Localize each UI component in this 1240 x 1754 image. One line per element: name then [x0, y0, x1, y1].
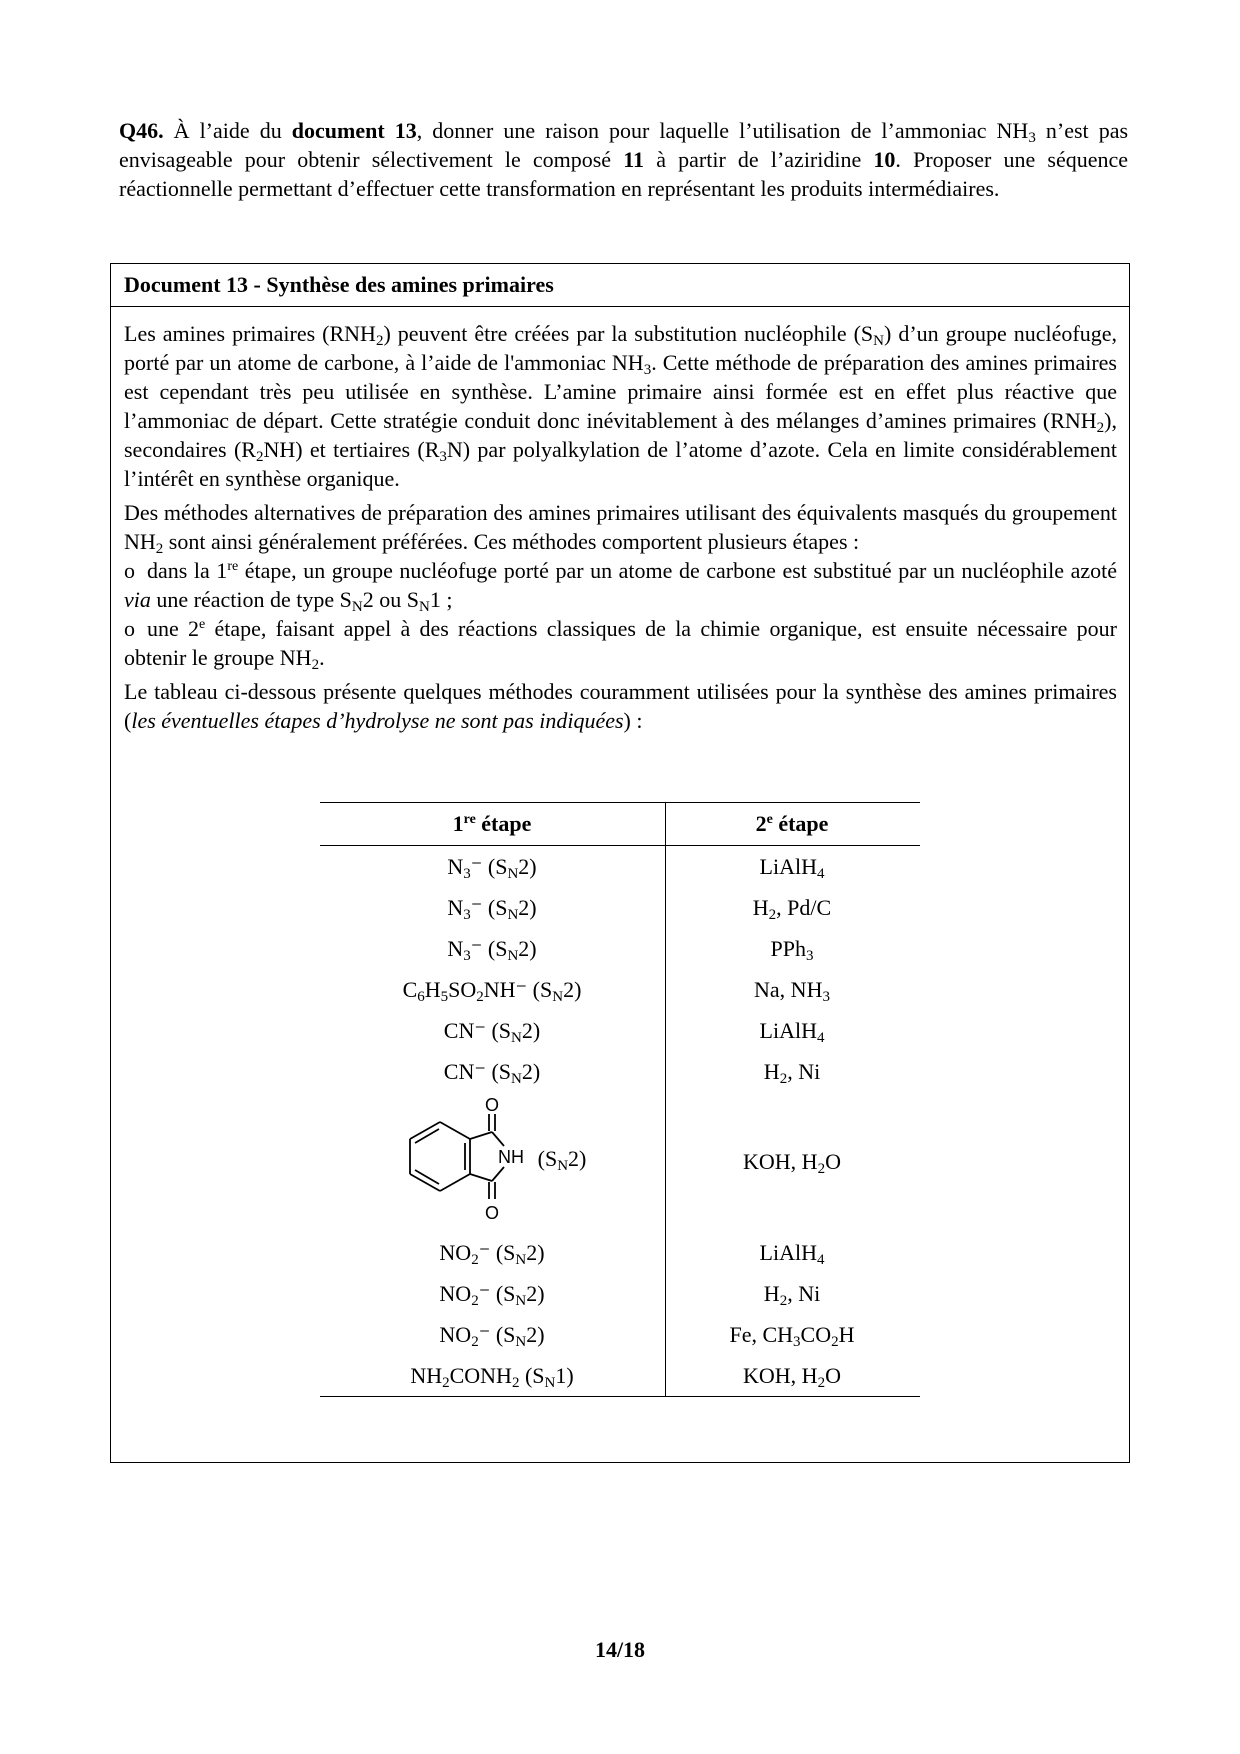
document-title: Document 13 - Synthèse des amines primaires	[111, 264, 1129, 307]
table-divider	[665, 802, 666, 1397]
svg-text:NH: NH	[497, 1147, 524, 1167]
second-step-cell: LiAlH$_4$	[759, 1017, 825, 1046]
document-13-box	[110, 263, 1130, 1463]
table-row	[320, 1092, 920, 1232]
bullet-step-2: o une 2e étape, faisant appel à des réactions classiques de la chimie organique, est ensuite nécessaire pour obtenir le groupe $NH_2$.	[124, 616, 1118, 673]
table-bottom-rule	[320, 1396, 920, 1397]
second-step-cell: LiAlH$_4$	[759, 1239, 825, 1268]
first-step-cell: CN⁻ $(S_N2)$	[443, 1058, 541, 1087]
phthalimide-structure-icon	[398, 1094, 528, 1224]
bullet-step-1: o dans la 1re étape, un groupe nucléofuge porté par un atome de carbone est substitué par un nucléophile azoté via une réaction de type $S_N2$ ou $S_N1$ ;	[124, 558, 1118, 615]
second-step-cell: PPh$_3$	[770, 935, 814, 964]
document-body	[111, 307, 1129, 735]
table-row	[320, 1232, 920, 1273]
question-number: Q46.	[119, 118, 164, 143]
table-row	[320, 1273, 920, 1314]
paragraph-intro: Les amines primaires $(RNH_2)$ peuvent être créées par la substitution nucléophile $(S_N)$ d’un groupe nucléofuge, porté par un atome de carbone, à l’aide de l'ammoniac $NH_3$. Cette méthode de préparation des amines primaires est cependant très peu utilisée en synthèse. L’amine primaire ainsi formée est en effet plus réactive que l’ammoniac de départ. Cette stratégie conduit donc inévitablement à des mélanges d’amines primaires $(RNH_2)$, secondaires $(R_2NH)$ et tertiaires $(R_3N)$ par polyalkylation de l’atome d’azote. Cela en limite considérablement l’intérêt en synthèse organique.	[124, 321, 1118, 491]
svg-text:O: O	[484, 1095, 499, 1115]
page-number: 14/18	[594, 1637, 646, 1662]
table-row	[320, 1355, 920, 1396]
first-step-cell: $NH_2CONH_2$ $(S_N1)$	[410, 1362, 574, 1391]
second-step-cell: $H_2$, Ni	[763, 1058, 821, 1087]
table-row	[320, 846, 920, 887]
second-step-cell: Fe, $CH_3CO_2H$	[729, 1321, 855, 1350]
table-row	[320, 1051, 920, 1092]
first-step-cell: $N_3^-$ $(S_N2)$	[447, 853, 537, 882]
first-step-cell: $NO_2^-$ $(S_N2)$	[439, 1280, 545, 1309]
paragraph-table-intro: Le tableau ci-dessous présente quelques méthodes couramment utilisées pour la synthèse des amines primaires (les éventuelles étapes d’hydrolyse ne sont pas indiquées) :	[124, 679, 1117, 733]
first-step-cell: $N_3^-$ $(S_N2)$	[447, 935, 537, 964]
bullet-icon: o	[124, 558, 135, 583]
first-step-cell: CN⁻ $(S_N2)$	[443, 1017, 541, 1046]
second-step-cell: KOH, $H_2O$	[743, 1149, 841, 1177]
first-step-cell: $C_6H_5SO_2NH^-$ $(S_N2)$	[402, 976, 582, 1005]
first-step-cell: $NO_2^-$ $(S_N2)$	[439, 1239, 545, 1268]
methods-table	[320, 802, 920, 1397]
second-step-cell: Na, $NH_3$	[754, 976, 830, 1005]
table-header	[320, 803, 920, 846]
header-step-2: 2e étape	[755, 811, 829, 836]
table-row	[320, 1314, 920, 1355]
first-step-cell: $N_3^-$ $(S_N2)$	[447, 894, 537, 923]
table-row	[320, 887, 920, 928]
second-step-cell: $H_2$, Pd/C	[752, 894, 832, 923]
second-step-cell: KOH, $H_2O$	[743, 1362, 841, 1391]
paragraph-alternatives: Des méthodes alternatives de préparation des amines primaires utilisant des équivalents masqués du groupement $NH_2$ sont ainsi généralement préférées. Ces méthodes comportent plusieurs étapes :	[124, 500, 1117, 557]
first-step-cell: $NO_2^-$ $(S_N2)$	[439, 1321, 545, 1350]
table-row	[320, 928, 920, 969]
question-q46: Q46. À l’aide du document 13, donner une raison pour laquelle l’utilisation de l’ammoniac $NH_3$ n’est pas envisageable pour obtenir sélectivement le composé 11 à partir de l’aziridine 10. Proposer une séquence réactionnelle permettant d’effectuer cette transformation en représentant les produits intermédiaires.	[119, 118, 1129, 201]
second-step-cell: $H_2$, Ni	[763, 1280, 821, 1309]
header-step-1: 1re étape	[452, 811, 532, 836]
first-step-cell: O NH O $(S_N2)$	[320, 1094, 664, 1230]
table-row	[320, 969, 920, 1010]
svg-text:O: O	[484, 1203, 499, 1223]
bullet-icon: o	[124, 616, 135, 641]
table-row	[320, 1010, 920, 1051]
second-step-cell: LiAlH$_4$	[759, 853, 825, 882]
table-body	[320, 846, 920, 1396]
